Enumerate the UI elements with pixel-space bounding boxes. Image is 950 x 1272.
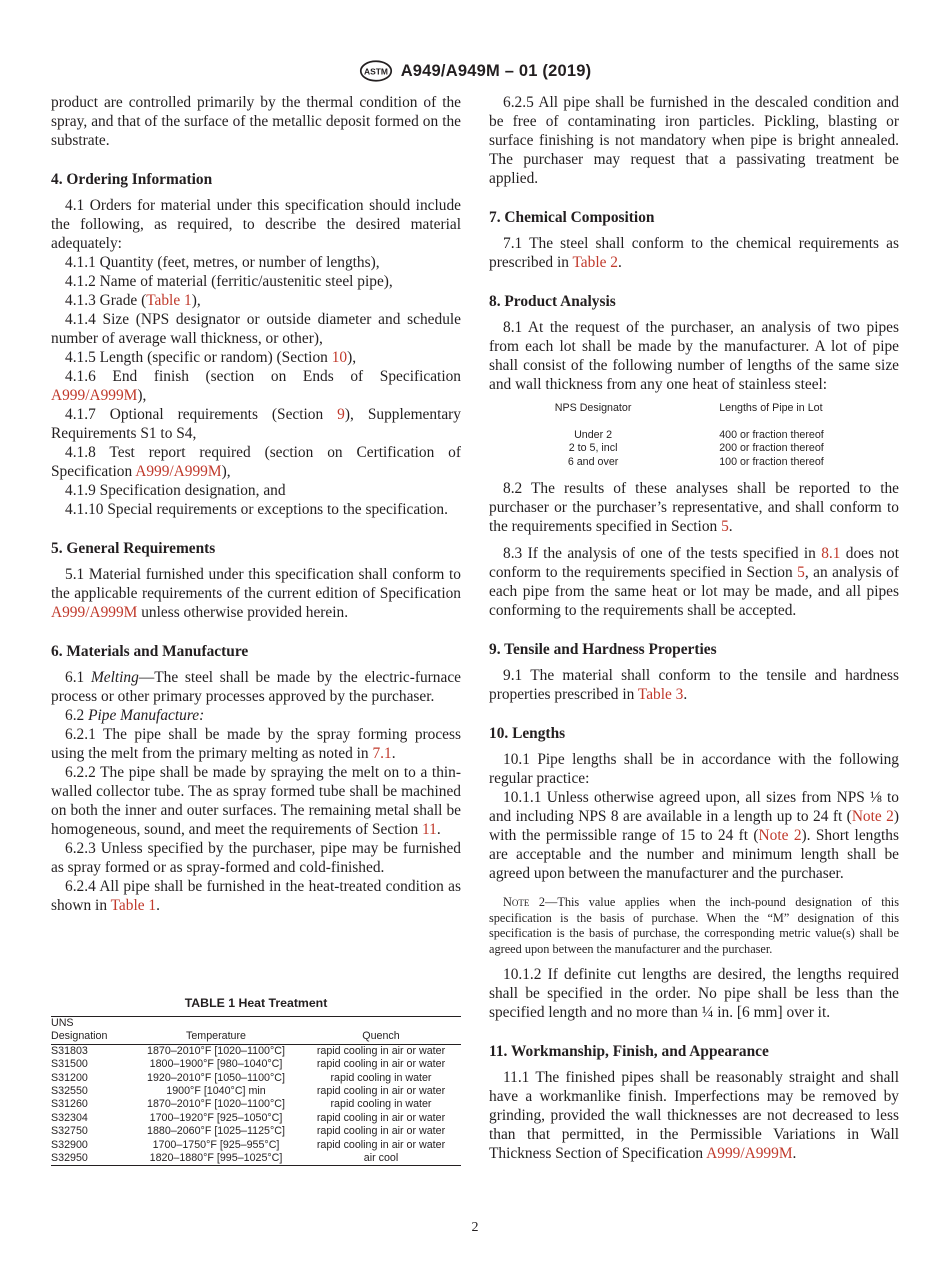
link-section-9[interactable]: 9 bbox=[337, 406, 345, 423]
section-11-heading: 11. Workmanship, Finish, and Appearance bbox=[489, 1043, 769, 1060]
heat-treatment-table bbox=[51, 1016, 461, 1166]
left-column bbox=[51, 93, 461, 915]
lot-header-nps: NPS Designator bbox=[554, 402, 632, 414]
para-6-2-3: 6.2.3 Unless specified by the purchaser, pipe may be furnished as spray formed or as spray-formed and cold-finished. bbox=[51, 840, 461, 876]
cell-temperature: 1870–2010°F [1020–1100°C] bbox=[147, 1098, 285, 1111]
note-2: Note 2—This value applies when the inch-pound designation of this specification is the basis of purchase. When the “M” designation of this specification is the basis of purchase, the corresponding metric value(s) shall be agreed upon between the manufacturer and the purchaser. bbox=[489, 895, 899, 956]
cell-uns: S31500 bbox=[51, 1058, 88, 1071]
section-7-heading: 7. Chemical Composition bbox=[489, 209, 655, 226]
astm-logo-icon bbox=[359, 60, 393, 82]
link-note-2[interactable]: Note 2 bbox=[851, 808, 894, 825]
link-section-5[interactable]: 5 bbox=[721, 518, 729, 535]
intro-paragraph: product are controlled primarily by the thermal condition of the spray, and that of the surface of the metallic deposit formed on the substrate. bbox=[51, 94, 461, 149]
para-6-2-1: 6.2.1 The pipe shall be made by the spray forming process using the melt from the primary melting as noted in 7.1. bbox=[51, 726, 461, 762]
table-row bbox=[51, 1152, 461, 1166]
cell-uns: S32750 bbox=[51, 1125, 88, 1138]
item-4-1-9: 4.1.9 Specification designation, and bbox=[65, 482, 286, 499]
cell-temperature: 1880–2060°F [1025–1125°C] bbox=[147, 1125, 285, 1138]
header-temperature: Temperature bbox=[131, 1030, 301, 1044]
cell-quench: rapid cooling in water bbox=[330, 1098, 432, 1111]
cell-quench: rapid cooling in air or water bbox=[316, 1138, 446, 1151]
lot-size-table bbox=[489, 402, 899, 469]
link-table-1[interactable]: Table 1 bbox=[146, 292, 192, 309]
para-6-1: 6.1 Melting—The steel shall be made by the electric-furnace process or other primary processes approved by the purchaser. bbox=[51, 669, 461, 705]
link-section-11[interactable]: 11 bbox=[422, 821, 437, 838]
link-note-2[interactable]: Note 2 bbox=[758, 827, 802, 844]
item-4-1-6: 4.1.6 End finish (section on Ends of Specification A999/A999M), bbox=[51, 368, 461, 404]
item-4-1-7: 4.1.7 Optional requirements (Section 9), Supplementary Requirements S1 to S4, bbox=[51, 406, 461, 442]
document-id: A949/A949M – 01 (2019) bbox=[400, 61, 592, 80]
cell-quench: rapid cooling in air or water bbox=[316, 1044, 446, 1057]
table-1-title: TABLE 1 Heat Treatment bbox=[184, 996, 328, 1010]
link-7-1[interactable]: 7.1 bbox=[372, 745, 392, 762]
cell-uns: S32550 bbox=[51, 1085, 88, 1098]
para-5-1: 5.1 Material furnished under this specification shall conform to the applicable requirements of the current edition of Specification A999/A999M unless otherwise provided herein. bbox=[51, 566, 461, 621]
cell-uns: S32900 bbox=[51, 1138, 88, 1151]
link-a999[interactable]: A999/A999M bbox=[51, 387, 138, 404]
header-uns: UNS bbox=[51, 1017, 131, 1031]
cell-quench: rapid cooling in water bbox=[330, 1071, 432, 1084]
table-row bbox=[51, 1139, 461, 1152]
lot-header-lengths: Lengths of Pipe in Lot bbox=[719, 402, 823, 414]
right-column bbox=[489, 93, 899, 1163]
para-10-1: 10.1 Pipe lengths shall be in accordance with the following regular practice: bbox=[489, 751, 899, 787]
para-8-1: 8.1 At the request of the purchaser, an analysis of two pipes from each lot shall be made by the manufacturer. A lot of pipe shall consist of the following number of lengths of the same size and wall thickness from any one heat of stainless steel: bbox=[489, 319, 899, 393]
page-header bbox=[0, 58, 950, 84]
section-5-heading: 5. General Requirements bbox=[51, 540, 216, 557]
table-row bbox=[51, 1125, 461, 1138]
lot-lengths: 200 or fraction thereof bbox=[719, 442, 824, 454]
section-10-heading: 10. Lengths bbox=[489, 725, 566, 742]
link-a999[interactable]: A999/A999M bbox=[135, 463, 222, 480]
item-4-1-4: 4.1.4 Size (NPS designator or outside diameter and schedule number of average wall thickness, or other), bbox=[51, 311, 461, 347]
para-10-1-2: 10.1.2 If definite cut lengths are desired, the lengths required shall be specified in the order. No pipe shall be less than the specified length and no more than ¼ in. [6 mm] over it. bbox=[489, 966, 899, 1021]
para-7-1: 7.1 The steel shall conform to the chemical requirements as prescribed in Table 2. bbox=[489, 235, 899, 271]
note-label: Note bbox=[503, 895, 530, 909]
lot-nps: 6 and over bbox=[567, 455, 619, 468]
lot-row bbox=[489, 456, 899, 470]
table-row bbox=[51, 1044, 461, 1058]
para-8-3: 8.3 If the analysis of one of the tests specified in 8.1 does not conform to the requirements specified in Section 5, an analysis of each pipe from the same heat or lot may be made, and all pipes conforming to the requirements shall be accepted. bbox=[489, 545, 899, 619]
cell-quench: rapid cooling in air or water bbox=[316, 1058, 446, 1071]
lot-nps: 2 to 5, incl bbox=[568, 442, 618, 454]
header-quench: Quench bbox=[301, 1030, 461, 1044]
item-4-1-10: 4.1.10 Special requirements or exceptions to the specification. bbox=[65, 501, 448, 518]
item-4-1-8: 4.1.8 Test report required (section on Certification of Specification A999/A999M), bbox=[51, 444, 461, 480]
item-4-1-5: 4.1.5 Length (specific or random) (Section 10), bbox=[65, 349, 357, 366]
cell-uns: S31200 bbox=[51, 1071, 88, 1084]
table-row bbox=[51, 1085, 461, 1098]
cell-uns: S31803 bbox=[51, 1044, 88, 1057]
para-6-2-2: 6.2.2 The pipe shall be made by spraying the melt on to a thin-walled collector tube. The as spray formed tube shall be machined on both the inner and outer surfaces. The remaining metal shall be homogeneous, sound, and meet the requirements of Section 11. bbox=[51, 764, 461, 838]
para-6-2-5: 6.2.5 All pipe shall be furnished in the descaled condition and be free of contaminating iron particles. Pickling, blasting or surface finishing is not mandatory when pipe is bright annealed. The purchaser may request that a passivating treatment be applied. bbox=[489, 94, 899, 187]
link-a999[interactable]: A999/A999M bbox=[706, 1145, 793, 1162]
link-section-5[interactable]: 5 bbox=[797, 564, 805, 581]
link-table-1[interactable]: Table 1 bbox=[110, 897, 157, 914]
link-section-10[interactable]: 10 bbox=[331, 349, 348, 366]
lot-nps: Under 2 bbox=[574, 428, 613, 441]
section-6-heading: 6. Materials and Manufacture bbox=[51, 643, 249, 660]
cell-quench: rapid cooling in air or water bbox=[316, 1125, 446, 1138]
lot-row bbox=[489, 442, 899, 456]
lot-lengths: 100 or fraction thereof bbox=[719, 455, 824, 468]
para-6-2-4: 6.2.4 All pipe shall be furnished in the heat-treated condition as shown in Table 1. bbox=[51, 878, 461, 914]
para-4-1: 4.1 Orders for material under this specification should include the following, as required, to describe the desired material adequately: bbox=[51, 197, 461, 252]
section-4-heading: 4. Ordering Information bbox=[51, 171, 213, 188]
cell-quench: rapid cooling in air or water bbox=[316, 1085, 446, 1098]
table-row bbox=[51, 1058, 461, 1071]
section-8-heading: 8. Product Analysis bbox=[489, 293, 616, 310]
para-9-1: 9.1 The material shall conform to the tensile and hardness properties prescribed in Table 3. bbox=[489, 667, 899, 703]
cell-temperature: 1920–2010°F [1050–1100°C] bbox=[147, 1071, 285, 1084]
para-10-1-1: 10.1.1 Unless otherwise agreed upon, all sizes from NPS ⅛ to and including NPS 8 are available in a length up to 24 ft (Note 2) with the permissible range of 15 to 24 ft (Note 2). Short lengths are acceptable and the number and minimum length shall be agreed upon between the manufacturer and the purchaser. bbox=[489, 789, 899, 882]
link-a999[interactable]: A999/A999M bbox=[51, 604, 138, 621]
cell-quench: rapid cooling in air or water bbox=[316, 1111, 446, 1124]
para-6-2: 6.2 Pipe Manufacture: bbox=[65, 707, 205, 724]
item-4-1-1: 4.1.1 Quantity (feet, metres, or number of lengths), bbox=[65, 254, 380, 271]
cell-temperature: 1800–1900°F [980–1040°C] bbox=[149, 1058, 283, 1071]
para-11-1: 11.1 The finished pipes shall be reasonably straight and shall have a workmanlike finish. Imperfections may be removed by grinding, provided the wall thicknesses are not decreased to less than that permitted, in the Permissible Variations in Wall Thickness Section of Specification A999/A999M. bbox=[489, 1069, 899, 1162]
cell-uns: S32950 bbox=[51, 1152, 131, 1166]
lot-lengths: 400 or fraction thereof bbox=[719, 428, 824, 441]
table-row bbox=[51, 1072, 461, 1085]
table-1 bbox=[51, 996, 461, 1166]
cell-uns: S32304 bbox=[51, 1111, 88, 1124]
link-table-3[interactable]: Table 3 bbox=[637, 686, 684, 703]
cell-quench: air cool bbox=[301, 1152, 461, 1166]
cell-temperature: 1820–1880°F [995–1025°C] bbox=[131, 1152, 301, 1166]
link-8-1[interactable]: 8.1 bbox=[821, 545, 841, 562]
table-row bbox=[51, 1112, 461, 1125]
cell-temperature: 1700–1920°F [925–1050°C] bbox=[149, 1111, 283, 1124]
cell-uns: S31260 bbox=[51, 1098, 88, 1111]
para-8-2: 8.2 The results of these analyses shall be reported to the purchaser or the purchaser’s representative, and shall conform to the requirements specified in Section 5. bbox=[489, 480, 899, 535]
cell-temperature: 1700–1750°F [925–955°C] bbox=[152, 1138, 280, 1151]
lot-row bbox=[489, 429, 899, 443]
table-row bbox=[51, 1098, 461, 1111]
item-4-1-2: 4.1.2 Name of material (ferritic/austenitic steel pipe), bbox=[65, 273, 393, 290]
cell-temperature: 1900°F [1040°C] min bbox=[166, 1085, 266, 1098]
cell-temperature: 1870–2010°F [1020–1100°C] bbox=[147, 1044, 285, 1057]
logo-text: ASTM bbox=[363, 66, 388, 77]
item-4-1-3: 4.1.3 Grade (Table 1), bbox=[65, 292, 201, 309]
header-designation: Designation bbox=[51, 1030, 131, 1044]
section-9-heading: 9. Tensile and Hardness Properties bbox=[489, 641, 717, 658]
page-number: 2 bbox=[471, 1220, 479, 1235]
link-table-2[interactable]: Table 2 bbox=[572, 254, 618, 271]
